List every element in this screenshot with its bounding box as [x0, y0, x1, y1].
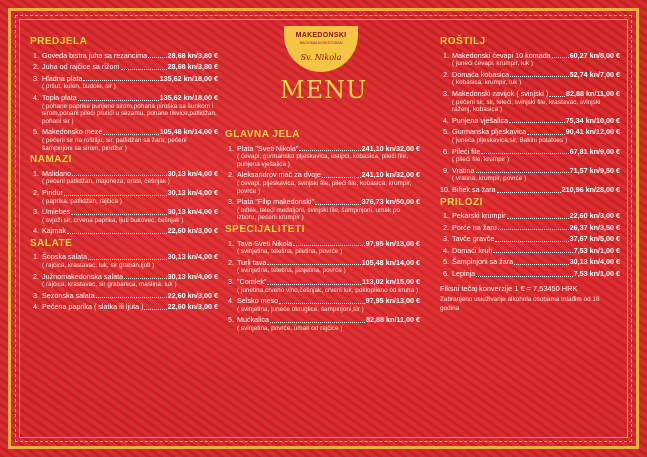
item-name: Punjena vješalica [452, 115, 508, 125]
item-row [452, 258, 620, 267]
menu-item [225, 240, 420, 256]
item-number: 2. [228, 257, 234, 267]
item-description: ( svježi sir, crvena paprika, ljuti bukovec, češnjak ) [42, 216, 184, 224]
dot-leader [315, 204, 361, 205]
dot-leader [88, 259, 166, 260]
item-number: 3. [33, 290, 39, 300]
item-name: Malidano [42, 168, 72, 178]
item-row [452, 117, 620, 126]
item-body [452, 224, 620, 233]
menu-item [440, 247, 620, 256]
menu-item [440, 117, 620, 126]
dot-leader [507, 218, 569, 219]
menu-item [440, 186, 620, 195]
item-body [452, 212, 620, 221]
item-description: ( svinjetina, juneće okruglice, šampinjoni,sir ) [237, 305, 364, 313]
item-row [42, 253, 218, 262]
item-row [237, 316, 420, 325]
item-body [42, 128, 218, 152]
menu-item [440, 258, 620, 267]
item-row [237, 240, 420, 249]
item-description: ( rajčica, krastavac, luk, sir graban,ljuti ) [42, 262, 155, 270]
section-title: ROŠTILJ [440, 36, 486, 47]
item-name: Gurmanska pljeskavica [452, 127, 527, 137]
dot-leader [124, 278, 167, 279]
item-body [42, 253, 218, 269]
section-title: SALATE [30, 237, 73, 249]
dot-leader [493, 252, 572, 253]
item-number: 5. [228, 315, 234, 325]
item-name: Plata "Sveti Nikola" [237, 143, 299, 153]
item-name: Tavče gravče [452, 234, 495, 244]
menu-title: MENU [280, 76, 368, 104]
dot-leader [481, 153, 568, 154]
item-price: 376,73 kn/50,00 € [361, 197, 420, 207]
item-row [452, 186, 620, 195]
item-body [42, 94, 218, 125]
item-description: ( pečeni patlidžan, majoneza, orasi, češnjak ) [42, 178, 170, 186]
item-number: 5. [443, 127, 449, 137]
item-body [42, 227, 218, 236]
item-number: 3. [228, 276, 234, 286]
item-body [452, 71, 620, 87]
item-number: 2. [443, 222, 449, 232]
item-name: Porće na žaru [452, 222, 497, 232]
item-price: 22,60 kn/3,00 € [167, 226, 218, 236]
item-description: ( pršut, kulen, budole, sir ) [42, 83, 116, 91]
item-description: ( svinjetina, povrće, umak od rajčice ) [237, 324, 343, 332]
menu-item [225, 278, 420, 294]
item-number: 3. [33, 73, 39, 83]
conversion-note: Fiksni tečaj konverzije 1 € = 7,53450 HRK [440, 283, 578, 293]
dot-leader [476, 172, 569, 173]
item-price: 30,13 kn/4,00 € [167, 271, 218, 281]
item-number: 2. [33, 187, 39, 197]
item-name: Makedonsko meze [42, 127, 103, 137]
item-price: 22,60 kn/3,00 € [569, 211, 620, 221]
item-name: "Comlek" [237, 276, 267, 286]
dot-leader [78, 100, 159, 101]
item-row [42, 94, 218, 103]
item-name: Umiebes [42, 207, 71, 217]
menu-item [30, 75, 218, 91]
menu-item [225, 145, 420, 169]
item-name: Goveđa bistra juha sa rezancima [42, 50, 148, 60]
item-name: Makedonski zavijok ( svinjski ) [452, 88, 549, 98]
item-price: 135,62 kn/18,00 € [159, 73, 218, 83]
item-row [452, 247, 620, 256]
item-body [42, 208, 218, 224]
item-description: ( svinjetina, teletina, piletina, povrće ) [237, 248, 343, 256]
section-title: PRILOZI [440, 196, 483, 208]
item-name: Kajmak [42, 226, 66, 236]
dot-leader [498, 229, 569, 230]
item-price: 7,53 kn/1,00 € [573, 269, 620, 279]
item-description: ( pileći file, krumpir ) [452, 156, 510, 164]
item-body [452, 186, 620, 195]
item-name: Pileći file [452, 146, 481, 156]
item-number: 9. [443, 165, 449, 175]
item-price: 105,48 kn/14,00 € [361, 257, 420, 267]
item-row [42, 227, 218, 236]
logo-subtitle: NACIONALNI RESTORAN [299, 41, 343, 45]
item-row [452, 71, 620, 80]
dot-leader [144, 309, 166, 310]
item-body [42, 170, 218, 186]
item-price: 30,13 kn/4,00 € [167, 252, 218, 262]
menu-item [30, 227, 218, 236]
item-body [237, 240, 420, 256]
item-number: 4. [33, 226, 39, 236]
item-name: Tava Sveti Nikola [237, 238, 293, 248]
item-name: Mućkalica [237, 315, 269, 325]
item-number: 1. [443, 211, 449, 221]
item-row [452, 212, 620, 221]
item-price: 52,74 kn/7,00 € [569, 69, 620, 79]
menu-item [440, 52, 620, 68]
item-description: ( pečeni sir, sir, teleći, svinjski file, krastavac, svinjski raženj, kobasica ) [452, 98, 601, 114]
menu-item [225, 297, 420, 313]
item-name: Domaći kruh [452, 245, 493, 255]
item-price: 30,13 kn/4,00 € [569, 257, 620, 267]
item-name: Šopska salata [42, 252, 88, 262]
dot-leader [476, 276, 572, 277]
item-number: 4. [228, 296, 234, 306]
item-price: 135,62 kn/18,00 € [159, 92, 218, 102]
item-name: Lepinja [452, 269, 476, 279]
item-name: Pindur [42, 187, 63, 197]
item-row [452, 167, 620, 176]
item-price: 30,13 kn/4,00 € [167, 168, 218, 178]
item-price: 82,88 kn/11,00 € [566, 88, 620, 98]
item-number: 3. [443, 234, 449, 244]
item-body [237, 259, 420, 275]
item-price: 22,60 kn/3,00 € [167, 302, 218, 312]
item-body [452, 167, 620, 183]
item-body [452, 270, 620, 279]
dot-leader [527, 134, 564, 135]
item-row [42, 189, 218, 198]
menu-item [30, 273, 218, 289]
item-body [42, 63, 218, 72]
item-description: ( ćevapi, gurmanska pljeskavica, ustipci, kobasica, pileći file, punjena vješalica ) [237, 153, 408, 168]
item-body [452, 117, 620, 126]
section-salate [30, 237, 218, 312]
item-number: 3. [33, 207, 39, 217]
item-body [237, 171, 420, 195]
menu-item [225, 316, 420, 332]
item-description: ( rajčica, krastavac, sir grabanica, maslina, luk ) [42, 281, 177, 289]
dot-leader [148, 57, 167, 58]
item-number: 6. [443, 146, 449, 156]
dot-leader [495, 241, 568, 242]
item-description: ( svinjetina, teletina, janjetina, povrće ) [237, 267, 346, 275]
item-row [237, 259, 420, 268]
dot-leader [72, 175, 166, 176]
item-name: Sezonska salata [42, 290, 95, 300]
item-name: Vratina [452, 165, 475, 175]
item-row [452, 128, 620, 137]
item-description: ( juneća pljeskavica,sir, Bakini potatoes ) [452, 136, 568, 144]
section-predjela [30, 38, 218, 152]
item-price: 82,88 kn/11,00 € [366, 315, 420, 325]
item-body [42, 303, 218, 312]
item-price: 241,10 kn/32,00 € [361, 143, 420, 153]
item-price: 30,13 kn/4,00 € [167, 187, 218, 197]
item-number: 2. [228, 170, 234, 180]
item-row [42, 273, 218, 282]
item-description: ( vratina, krumpir, povrće ) [452, 175, 527, 183]
menu-item [225, 171, 420, 195]
item-body [237, 316, 420, 332]
right-column [440, 34, 620, 313]
item-row [42, 52, 218, 61]
menu-item [30, 253, 218, 269]
menu-item [30, 63, 218, 72]
item-description: ( junetina,crveno vino,češnjak, crveni luk, pokloplieno od kruha ) [237, 286, 419, 294]
item-description: ( juneći ćevapi, krumpir, luk ) [452, 60, 533, 68]
item-name: Selsko meso [237, 296, 279, 306]
item-body [237, 297, 420, 313]
item-body [42, 273, 218, 289]
item-description: ( kobasica, krumpir, luk ) [452, 79, 522, 87]
item-body [452, 90, 620, 114]
menu-item [440, 71, 620, 87]
item-price: 22,60 kn/3,00 € [167, 290, 218, 300]
item-name: Makedonski ćevapi 10 komada [452, 50, 551, 60]
section-title: GLAVNA JELA [225, 129, 300, 140]
item-price: 210,96 kn/28,00 € [561, 184, 620, 194]
item-number: 2. [33, 271, 39, 281]
item-body [452, 247, 620, 256]
section-specijaliteti [225, 223, 420, 333]
menu-item [30, 52, 218, 61]
menu-item [30, 208, 218, 224]
item-price: 7,53 kn/1,00 € [573, 245, 620, 255]
menu-item [440, 167, 620, 183]
item-name: Juha od rajčice sa rižom [42, 62, 120, 72]
item-row [452, 224, 620, 233]
dot-leader [549, 96, 565, 97]
menu-item [30, 128, 218, 152]
dot-leader [96, 297, 167, 298]
item-name: Južnomakedonska salata [42, 271, 124, 281]
item-price: 28,68 kn/3,80 € [167, 50, 218, 60]
item-body [452, 148, 620, 164]
menu-item [30, 170, 218, 186]
item-name: Pečena paprika ( slatka ili ljuta ) [42, 302, 144, 312]
dot-leader [64, 195, 167, 196]
logo-script: Sv. Nikola [300, 53, 342, 62]
item-description: ( biftek, teleći medaljoni, svinjski file, šampinjoni, umak po izboru, pečeni krumpir ) [237, 206, 401, 222]
item-body [42, 75, 218, 91]
item-price: 28,68 kn/3,80 € [167, 62, 218, 72]
item-body [237, 278, 420, 294]
item-row [42, 208, 218, 217]
menu-item [440, 235, 620, 244]
section-prilozi [440, 196, 620, 279]
item-name: Domaća kobasica [452, 69, 510, 79]
item-number: 10. [440, 184, 450, 194]
item-number: 1. [228, 238, 234, 248]
item-body [237, 145, 420, 169]
item-name: Aleksandrov mač za dvoje [237, 170, 321, 180]
dot-leader [293, 245, 365, 246]
left-column [30, 34, 218, 315]
menu-item [440, 90, 620, 114]
dot-leader [270, 322, 365, 323]
item-row [452, 90, 620, 99]
item-number: 1. [33, 168, 39, 178]
item-name: Topla plata [42, 92, 77, 102]
dot-leader [267, 264, 360, 265]
item-row [237, 145, 420, 154]
item-number: 5. [443, 257, 449, 267]
dot-leader [552, 57, 569, 58]
item-number: 1. [228, 143, 234, 153]
item-row [237, 297, 420, 306]
item-price: 60,27 kn/8,00 € [569, 50, 620, 60]
dot-leader [497, 192, 561, 193]
section-glavna-jela [225, 131, 420, 222]
menu-item [225, 198, 420, 222]
item-row [452, 148, 620, 157]
item-body [452, 235, 620, 244]
middle-column [225, 127, 420, 335]
item-number: 1. [443, 50, 449, 60]
menu-item [440, 128, 620, 144]
item-row [452, 235, 620, 244]
item-price: 71,57 kn/9,50 € [569, 165, 620, 175]
menu-item [30, 292, 218, 301]
item-row [237, 171, 420, 180]
menu-item [30, 189, 218, 205]
item-price: 67,81 kn/9,00 € [569, 146, 620, 156]
item-description: ( paprika, patlidžan, rajčica ) [42, 197, 122, 205]
item-number: 3. [443, 88, 449, 98]
menu-item [440, 212, 620, 221]
item-name: Turli tava [237, 257, 267, 267]
item-price: 113,02 kn/15,00 € [362, 276, 420, 286]
item-body [42, 292, 218, 301]
item-price: 90,41 kn/12,00 € [565, 127, 620, 137]
dot-leader [103, 134, 158, 135]
item-number: 4. [33, 302, 39, 312]
item-body [237, 198, 420, 222]
item-price: 26,37 kn/3,50 € [569, 222, 620, 232]
item-price: 97,95 kn/13,00 € [365, 238, 420, 248]
item-row [42, 128, 218, 137]
item-name: Biftek sa žara [452, 184, 496, 194]
item-price: 30,13 kn/4,00 € [167, 207, 218, 217]
item-price: 37,67 kn/5,00 € [569, 234, 620, 244]
alcohol-note: Zabranjeno usluživanje alkohola osobama mlađim od 18 godina [440, 296, 600, 312]
item-description: ( pečeni sir na roštilju, sir, patlidžan sa žara, pečeni šampinjoni sa sirom, pindžur ) [42, 136, 187, 152]
item-price: 241,10 kn/32,00 € [361, 170, 420, 180]
item-price: 97,95 kn/13,00 € [365, 296, 420, 306]
item-row [237, 278, 420, 287]
item-number: 4. [443, 245, 449, 255]
item-description: ( ćevapi, pljeskavica, svinjski file, pileći file, kobasica, krumpir, povrće ) [237, 179, 412, 195]
item-row [452, 270, 620, 279]
section-title: SPECIJALITETI [225, 223, 305, 235]
menu-item [440, 270, 620, 279]
section-title: NAMAZI [30, 154, 72, 166]
item-number: 4. [33, 92, 39, 102]
item-number: 1. [33, 50, 39, 60]
item-row [237, 198, 420, 207]
item-body [452, 128, 620, 144]
dot-leader [509, 122, 565, 123]
item-name: Šampinjoni sa žara [452, 257, 514, 267]
dot-leader [67, 233, 167, 234]
dot-leader [267, 284, 361, 285]
item-body [452, 258, 620, 267]
dot-leader [514, 264, 569, 265]
item-number: 6. [443, 269, 449, 279]
section-title: PREDJELA [30, 36, 88, 47]
item-description: ( pohane paprike punjene sirom,pohana piroška sa šunkom i sirom,pohani pileći prutići u sezamu, pohane tikvice,patlidžan, pohani sir ) [42, 102, 217, 125]
dot-leader [83, 80, 158, 81]
item-row [42, 170, 218, 179]
item-row [42, 63, 218, 72]
item-number: 2. [443, 69, 449, 79]
item-name: Hladna plata [42, 73, 83, 83]
menu-item [30, 303, 218, 312]
item-number: 1. [33, 252, 39, 262]
item-number: 3. [228, 197, 234, 207]
item-price: 105,48 kn/14,00 € [159, 127, 218, 137]
menu-item [225, 259, 420, 275]
item-body [452, 52, 620, 68]
item-number: 2. [33, 62, 39, 72]
item-row [42, 75, 218, 84]
dot-leader [279, 303, 364, 304]
item-name: Pekarski krumpir [452, 211, 506, 221]
dot-leader [299, 150, 360, 151]
item-body [42, 189, 218, 205]
section-rostilj [440, 38, 620, 195]
item-body [42, 52, 218, 61]
item-number: 4. [443, 115, 449, 125]
dot-leader [510, 76, 569, 77]
item-price: 75,34 kn/10,00 € [565, 115, 620, 125]
item-row [42, 292, 218, 301]
item-name: Plata "Filip makedonski" [237, 197, 315, 207]
section-namazi [30, 156, 218, 236]
menu-item [440, 148, 620, 164]
logo-brand: MAKEDONSKI [295, 32, 347, 39]
dot-leader [71, 214, 166, 215]
item-row [42, 303, 218, 312]
menu-item [440, 224, 620, 233]
dot-leader [322, 177, 361, 178]
item-row [452, 52, 620, 61]
item-number: 5. [33, 127, 39, 137]
dot-leader [121, 69, 167, 70]
menu-item [30, 94, 218, 125]
